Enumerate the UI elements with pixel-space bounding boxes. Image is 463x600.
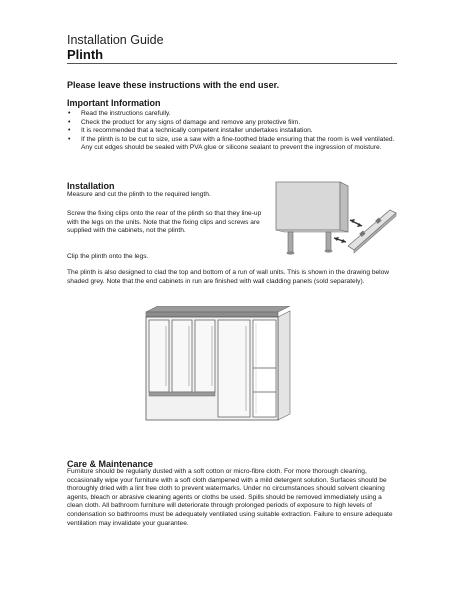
- document-subtitle: Plinth: [67, 47, 104, 62]
- list-item: • It is recommended that a technically competent installer undertakes installation.: [67, 127, 397, 136]
- plinth-fitting-illustration: [270, 180, 400, 260]
- important-info-list: [67, 110, 397, 153]
- document-title: Installation Guide: [67, 33, 164, 47]
- wall-unit-note: The plinth is also designed to clad the top and bottom of a run of wall units. This is shown in the drawing below shaded grey. Note that the end cabinets in run are finished with wall cladding panels (sold separately).: [67, 269, 390, 285]
- care-maintenance-heading: Care & Maintenance: [67, 459, 154, 469]
- installation-heading: Installation: [67, 181, 115, 191]
- list-item: • Read the instructions carefully.: [67, 110, 397, 119]
- wall-cabinet-run-illustration: [140, 306, 300, 424]
- important-info-heading: Important Information: [67, 98, 161, 108]
- header-divider: [67, 63, 397, 64]
- end-user-notice: Please leave these instructions with the end user.: [67, 80, 280, 90]
- screw-instruction: Screw the fixing clips onto the rear of the plinth so that they line-up with the legs on the units. Note that the fixing clips and screws are supplied with the cabinets, not the plinth.: [67, 210, 262, 235]
- list-item: • If the plinth is to be cut to size, use a saw with a fine-toothed blade ensuring that the room is well ventilated. Any cut edges should be sealed with PVA glue or silicone sealant to prevent the ingression of moisture.: [67, 136, 397, 153]
- clip-instruction: Clip the plinth onto the legs.: [67, 253, 149, 260]
- care-maintenance-text: Furniture should be regularly dusted with a soft cotton or micro-fibre cloth. For more thorough cleaning, occasionally wipe your furniture with a soft cloth dampened with a mild detergent solution. Surfaces should be thoroughly dried with a lint free cloth to prevent watermarks. Under no circumstances should solvent cleaning agents, bleach or abrasive cleaning agents or cloths be used. Spills should be removed immediately using a clean cloth. All bathroom furniture will deteriorate through prolonged periods of exposure to high levels of condensation so bathrooms must be adequately ventilated using suitable extraction. Failure to ensure adequate ventilation may invalidate your guarantee.: [67, 468, 393, 527]
- measure-instruction: Measure and cut the plinth to the required length.: [67, 191, 211, 198]
- list-item: • Check the product for any signs of damage and remove any protective film.: [67, 119, 397, 128]
